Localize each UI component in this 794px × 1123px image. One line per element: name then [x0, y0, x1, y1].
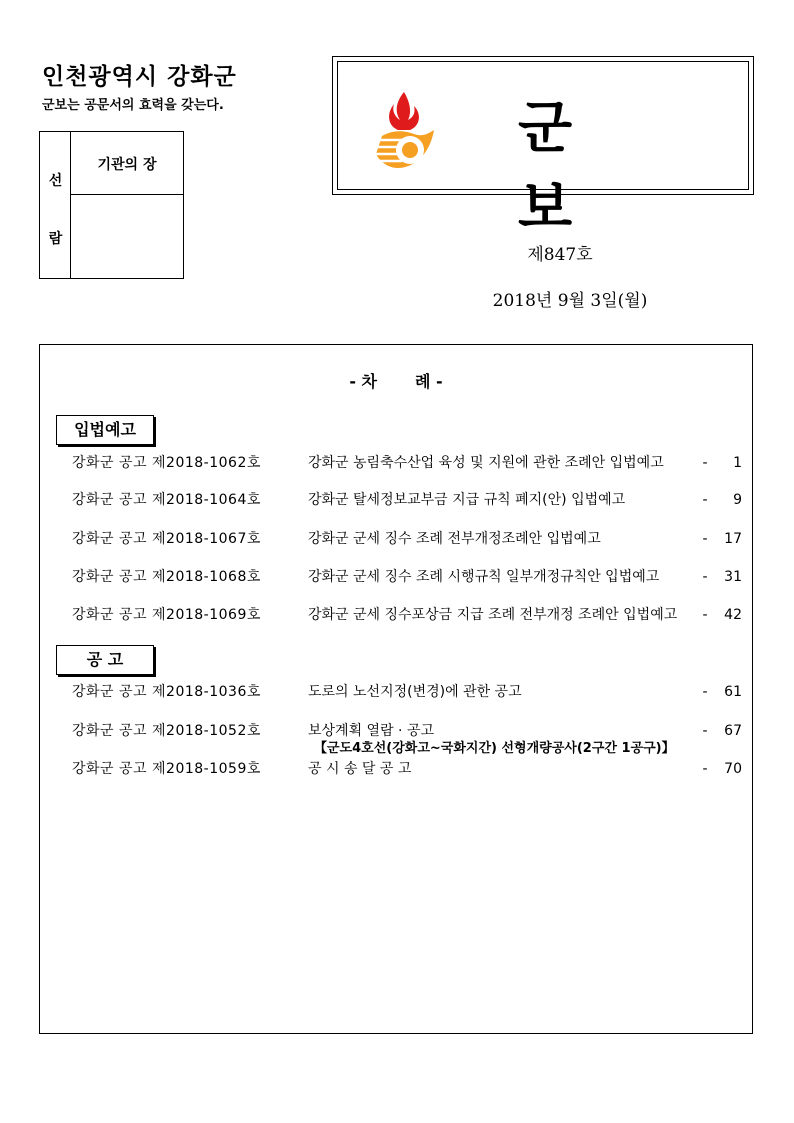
- section-label-legislative-notice: 입법예고: [56, 415, 154, 445]
- issue-date: 2018년 9월 3일(월): [492, 291, 648, 311]
- reader-divider: [71, 194, 183, 195]
- reader-side-char: 람: [48, 231, 63, 247]
- toc-dash: -: [702, 492, 708, 508]
- masthead-title: 군 보: [518, 96, 643, 241]
- toc-dash: -: [702, 761, 708, 777]
- issue-number: 제847호: [527, 245, 593, 265]
- section-label-notice: 공 고: [56, 645, 154, 675]
- toc-notice-number: 강화군 공고 제2018-1064호: [72, 492, 261, 508]
- toc-notice-number: 강화군 공고 제2018-1068호: [72, 569, 261, 585]
- toc-title-right: 례 -: [415, 372, 443, 391]
- toc-item-title: 강화군 군세 징수 조례 시행규칙 일부개정규칙안 입법예고: [308, 569, 660, 585]
- toc-page-number: 61: [724, 684, 742, 700]
- toc-notice-number: 강화군 공고 제2018-1052호: [72, 723, 261, 739]
- reader-box: [39, 131, 184, 279]
- toc-notice-number: 강화군 공고 제2018-1062호: [72, 455, 261, 471]
- org-tagline: 군보는 공문서의 효력을 갖는다.: [42, 98, 224, 113]
- masthead: [332, 56, 754, 241]
- toc-item-title: 공 시 송 달 공 고: [308, 761, 412, 777]
- toc-notice-number: 강화군 공고 제2018-1036호: [72, 684, 261, 700]
- toc-notice-number: 강화군 공고 제2018-1059호: [72, 761, 261, 777]
- toc-item-title: 강화군 군세 징수 조례 전부개정조례안 입법예고: [308, 531, 601, 547]
- toc-dash: -: [702, 684, 708, 700]
- toc-page-number: 1: [733, 455, 742, 471]
- toc-page-number: 9: [733, 492, 742, 508]
- masthead-inner-frame: [337, 61, 749, 241]
- org-name: 인천광역시 강화군: [42, 64, 237, 90]
- reader-side-char: 선: [48, 173, 63, 189]
- toc-item-title: 강화군 농림축수산업 육성 및 지원에 관한 조례안 입법예고: [308, 455, 664, 471]
- gangwha-county-emblem-icon: [364, 84, 444, 174]
- reader-head-label: 기관의 장: [97, 157, 157, 173]
- toc-page-number: 67: [724, 723, 742, 739]
- toc-title: [40, 369, 752, 392]
- reader-side-column: [40, 132, 71, 278]
- toc-item-subtitle: 【군도4호선(강화고~국화지간) 선형개량공사(2구간 1공구)】: [314, 741, 675, 756]
- table-of-contents: [39, 344, 753, 1034]
- toc-notice-number: 강화군 공고 제2018-1067호: [72, 531, 261, 547]
- toc-notice-number: 강화군 공고 제2018-1069호: [72, 607, 261, 623]
- toc-dash: -: [702, 531, 708, 547]
- toc-item-title: 강화군 탈세정보교부금 지급 규칙 폐지(안) 입법예고: [308, 492, 626, 508]
- toc-dash: -: [702, 723, 708, 739]
- toc-title-left: - 차: [349, 372, 377, 391]
- toc-item-title: 도로의 노선지정(변경)에 관한 공고: [308, 684, 522, 700]
- toc-dash: -: [702, 455, 708, 471]
- toc-page-number: 31: [724, 569, 742, 585]
- toc-item-title: 강화군 군세 징수포상금 지급 조례 전부개정 조례안 입법예고: [308, 607, 678, 623]
- toc-page-number: 42: [724, 607, 742, 623]
- toc-dash: -: [702, 569, 708, 585]
- toc-page-number: 17: [724, 531, 742, 547]
- toc-item-title: 보상계획 열람 · 공고: [308, 723, 434, 739]
- toc-dash: -: [702, 607, 708, 623]
- toc-page-number: 70: [724, 761, 742, 777]
